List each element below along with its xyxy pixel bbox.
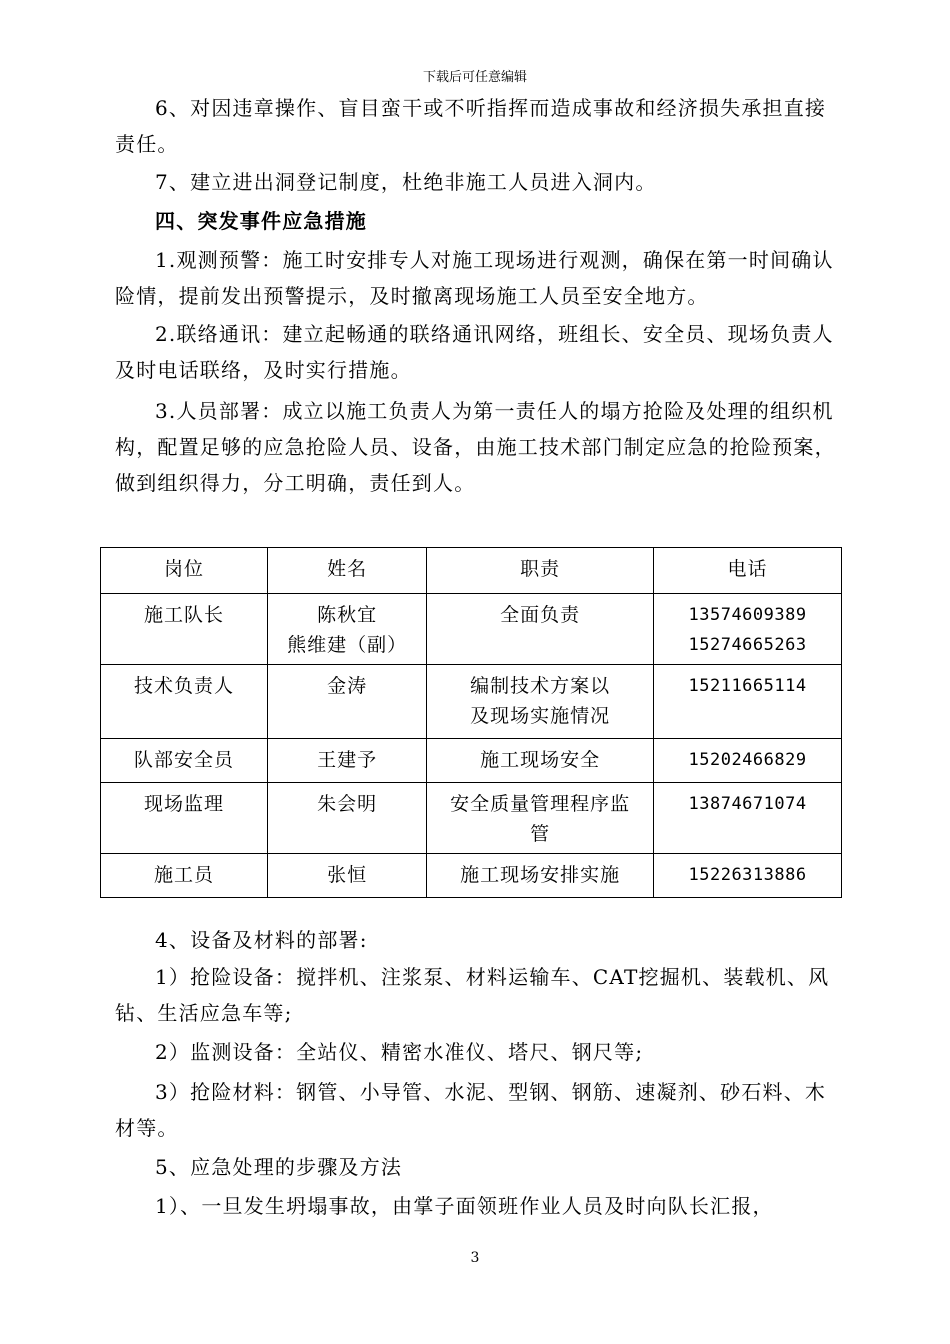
header-phone: 电话 — [654, 548, 842, 594]
paragraph-monitoring-equipment: 2）监测设备：全站仪、精密水准仪、塔尺、钢尺等; — [155, 1040, 644, 1064]
page-header: 下载后可任意编辑 — [422, 70, 527, 85]
paragraph-rescue-equipment: 1）抢险设备：搅拌机、注浆泵、材料运输车、CAT挖掘机、装载机、风钻、生活应急车等; — [115, 965, 830, 1025]
cell-duty — [427, 783, 654, 854]
paragraph-emergency-steps: 5、应急处理的步骤及方法 — [155, 1155, 403, 1179]
table-row — [101, 739, 842, 783]
cell-name-line: 陈秋宜 — [317, 604, 378, 626]
paragraph-collapse-report: 1）、一旦发生坍塌事故，由掌子面领班作业人员及时向队长汇报， — [155, 1194, 774, 1218]
table-row — [101, 594, 842, 665]
cell-phone: 15202466829 — [654, 739, 842, 783]
cell-duty: 施工现场安全 — [427, 739, 654, 783]
cell-phone: 13874671074 — [654, 783, 842, 854]
table-row — [101, 783, 842, 854]
cell-name: 朱会明 — [267, 783, 426, 854]
cell-post: 队部安全员 — [101, 739, 268, 783]
cell-name: 金涛 — [267, 665, 426, 739]
cell-duty: 施工现场安排实施 — [427, 854, 654, 898]
header-duty: 职责 — [427, 548, 654, 594]
cell-post: 技术负责人 — [101, 665, 268, 739]
cell-post: 施工员 — [101, 854, 268, 898]
header-post: 岗位 — [101, 548, 268, 594]
paragraph-rescue-materials: 3）抢险材料：钢管、小导管、水泥、型钢、钢筋、速凝剂、砂石料、木材等。 — [115, 1080, 827, 1140]
paragraph-7: 7、建立进出洞登记制度，杜绝非施工人员进入洞内。 — [155, 170, 657, 194]
paragraph-equipment: 4、设备及材料的部署: — [155, 928, 368, 952]
page-number: 3 — [470, 1250, 480, 1266]
cell-phone-line: 15274665263 — [688, 635, 807, 655]
cell-phone — [654, 594, 842, 665]
paragraph-personnel: 3.人员部署：成立以施工负责人为第一责任人的塌方抢险及处理的组织机构，配置足够的应急抢险人员、设备，由施工技术部门制定应急的抢险预案，做到组织得力，分工明确，责任到人。 — [115, 399, 836, 495]
cell-duty-line: 安全质量管理程序监 — [450, 793, 631, 815]
table-row — [101, 854, 842, 898]
cell-duty-line: 管 — [530, 823, 551, 845]
cell-phone: 15211665114 — [654, 665, 842, 739]
cell-duty-line: 编制技术方案以 — [470, 675, 611, 697]
cell-name: 张恒 — [267, 854, 426, 898]
cell-name: 王建予 — [267, 739, 426, 783]
cell-duty — [427, 665, 654, 739]
cell-post: 现场监理 — [101, 783, 268, 854]
cell-name — [267, 594, 426, 665]
table-header-row — [101, 548, 842, 594]
cell-phone: 15226313886 — [654, 854, 842, 898]
cell-post: 施工队长 — [101, 594, 268, 665]
section-heading: 四、突发事件应急措施 — [155, 209, 367, 233]
paragraph-communication: 2.联络通讯：建立起畅通的联络通讯网络，班组长、安全员、现场负责人及时电话联络，及时实行措施。 — [115, 322, 834, 382]
paragraph-observation: 1.观测预警：施工时安排专人对施工现场进行观测，确保在第一时间确认险情，提前发出预警提示，及时撤离现场施工人员至安全地方。 — [115, 248, 834, 308]
cell-name-line: 熊维建（副） — [287, 634, 408, 656]
paragraph-6: 6、对因违章操作、盲目蛮干或不听指挥而造成事故和经济损失承担直接责任。 — [115, 96, 827, 156]
cell-duty-line: 及现场实施情况 — [470, 705, 611, 727]
cell-phone-line: 13574609389 — [688, 605, 807, 625]
responsibility-table — [100, 547, 842, 898]
cell-duty: 全面负责 — [427, 594, 654, 665]
table-row — [101, 665, 842, 739]
header-name: 姓名 — [267, 548, 426, 594]
